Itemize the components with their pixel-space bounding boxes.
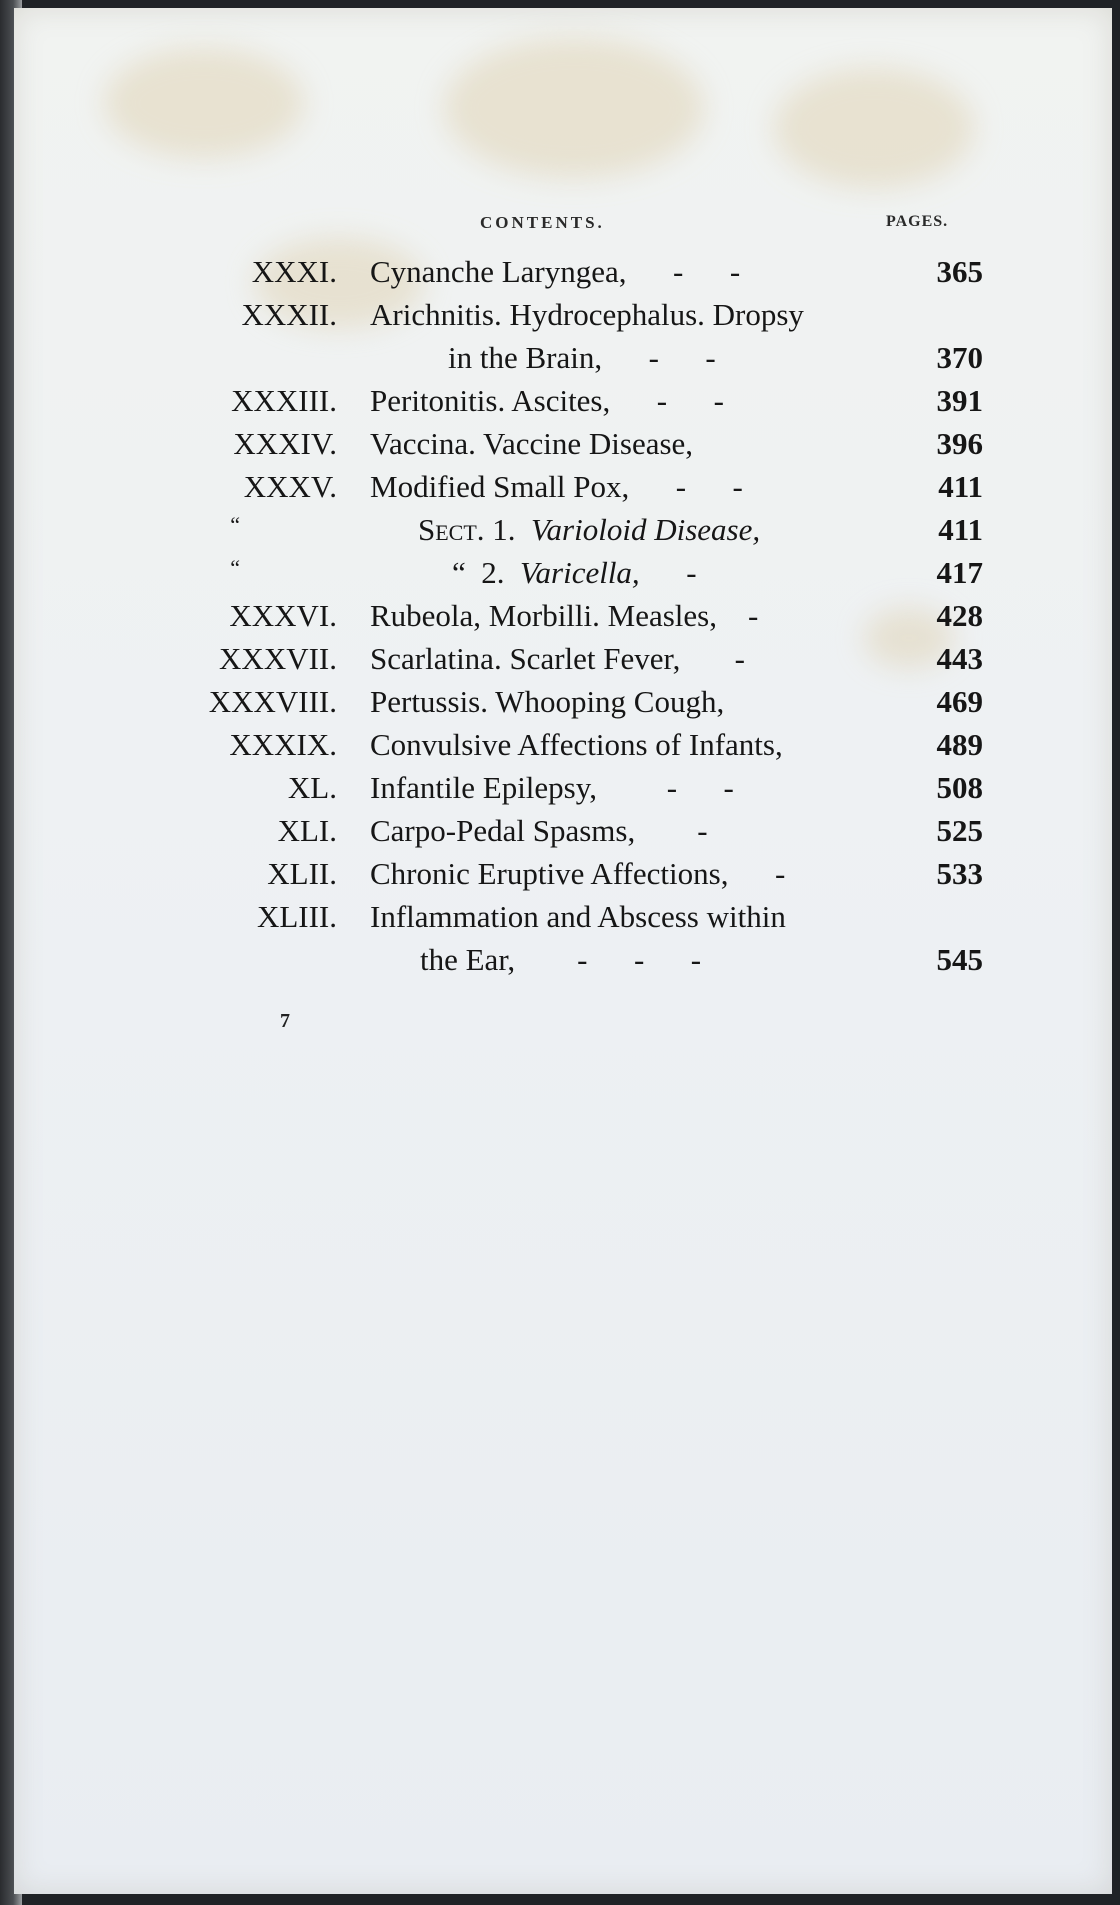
chapter-number: XXXVIII. — [208, 684, 337, 719]
page-number: 533 — [936, 856, 983, 891]
page-number: 417 — [936, 555, 983, 590]
section-title: “ 2. Varicella, - — [452, 555, 697, 590]
chapter-number: XLII. — [267, 856, 337, 891]
chapter-title: Rubeola, Morbilli. Measles, - — [370, 598, 759, 633]
toc-row — [0, 469, 1120, 512]
page-number: 443 — [936, 641, 983, 676]
toc-row — [0, 598, 1120, 641]
page-number: 545 — [936, 942, 983, 977]
toc-row — [0, 297, 1120, 340]
chapter-title: Modified Small Pox, - - — [370, 469, 743, 504]
page-number: 411 — [938, 469, 983, 504]
page-number: 396 — [936, 426, 983, 461]
chapter-number: XXXIX. — [229, 727, 337, 762]
chapter-title-continued: in the Brain, - - — [448, 340, 716, 375]
chapter-title: Arichnitis. Hydrocephalus. Dropsy — [370, 297, 804, 332]
pages-heading: PAGES. — [886, 213, 949, 230]
toc-row — [0, 512, 1120, 555]
toc-row — [0, 340, 1120, 383]
page-number: 469 — [936, 684, 983, 719]
chapter-number: XLIII. — [256, 899, 337, 934]
toc-row — [0, 555, 1120, 598]
chapter-number: XLI. — [277, 813, 337, 848]
chapter-number: XXXVI. — [229, 598, 337, 633]
chapter-title-continued: the Ear, - - - — [420, 942, 702, 977]
toc-row — [0, 856, 1120, 899]
toc-row — [0, 426, 1120, 469]
table-of-contents — [0, 254, 1120, 985]
page-number: 508 — [936, 770, 983, 805]
contents-heading: CONTENTS. — [480, 213, 605, 232]
page-number: 391 — [936, 383, 983, 418]
chapter-number: XXXV. — [243, 469, 337, 504]
toc-row — [0, 942, 1120, 985]
page-number: 525 — [936, 813, 983, 848]
toc-row — [0, 813, 1120, 856]
toc-row — [0, 383, 1120, 426]
ditto-mark: “ — [230, 555, 240, 580]
chapter-number: XXXVII. — [219, 641, 337, 676]
foxing-stain — [444, 38, 704, 178]
toc-row — [0, 899, 1120, 942]
chapter-title: Infantile Epilepsy, - - — [370, 770, 734, 805]
page-number: 428 — [936, 598, 983, 633]
page-number: 370 — [936, 340, 983, 375]
page-number: 365 — [936, 254, 983, 289]
foxing-stain — [104, 48, 304, 158]
chapter-title: Pertussis. Whooping Cough, — [370, 684, 725, 719]
section-title: Sect. 1. Varioloid Disease, — [418, 512, 761, 547]
chapter-number: XXXIV. — [233, 426, 337, 461]
chapter-number: XXXIII. — [231, 383, 337, 418]
foxing-stain — [774, 68, 974, 188]
page-number: 489 — [936, 727, 983, 762]
chapter-title: Peritonitis. Ascites, - - — [370, 383, 724, 418]
toc-row — [0, 641, 1120, 684]
signature-mark: 7 — [280, 1010, 290, 1032]
chapter-title: Scarlatina. Scarlet Fever, - — [370, 641, 745, 676]
chapter-title: Vaccina. Vaccine Disease, — [370, 426, 694, 461]
chapter-title: Carpo-Pedal Spasms, - — [370, 813, 708, 848]
toc-row — [0, 727, 1120, 770]
chapter-title: Inflammation and Abscess within — [370, 899, 786, 934]
chapter-number: XL. — [287, 770, 337, 805]
chapter-number: XXXII. — [241, 297, 337, 332]
chapter-number: XXXI. — [251, 254, 337, 289]
toc-row — [0, 254, 1120, 297]
toc-row — [0, 770, 1120, 813]
chapter-title: Chronic Eruptive Affections, - — [370, 856, 786, 891]
toc-row — [0, 684, 1120, 727]
chapter-title: Cynanche Laryngea, - - — [370, 254, 741, 289]
chapter-title: Convulsive Affections of Infants, — [370, 727, 783, 762]
page-number: 411 — [938, 512, 983, 547]
ditto-mark: “ — [230, 512, 240, 537]
